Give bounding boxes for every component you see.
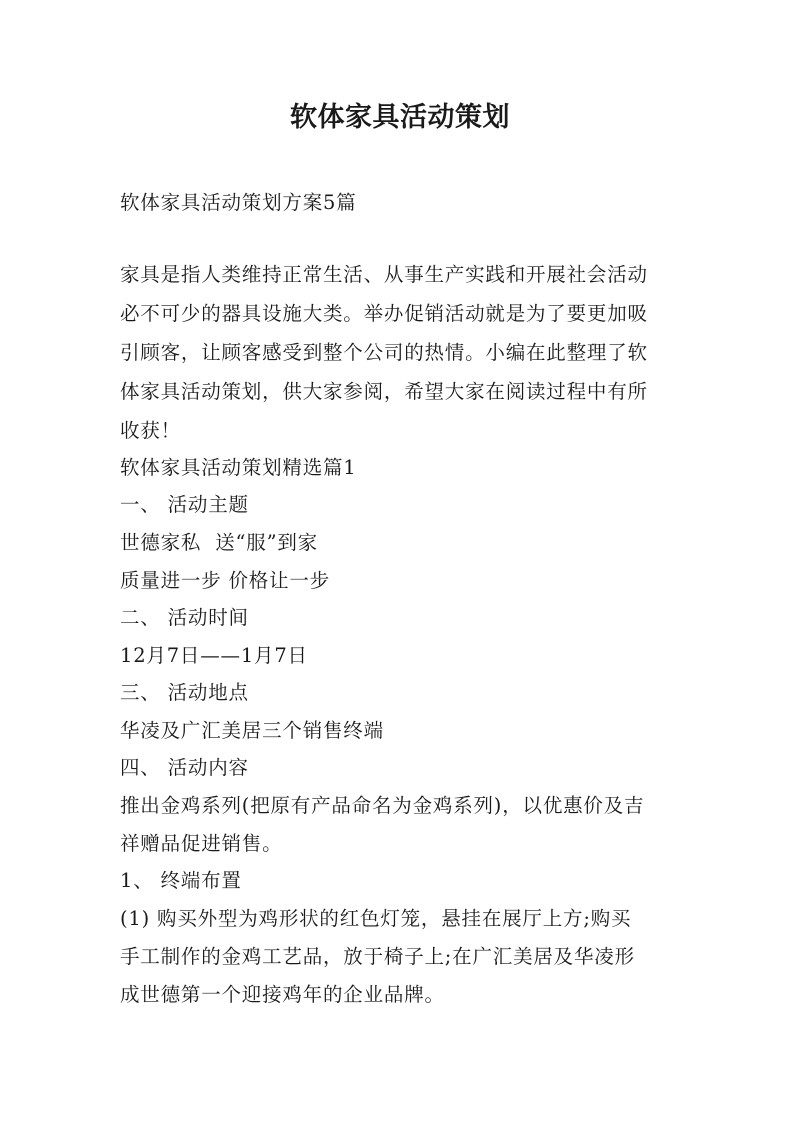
content-line: 祥赠品促进销售。 [120,832,283,855]
time-value: 12月7日——1月7日 [120,644,308,667]
item-heading-content: 四、 活动内容 [120,756,249,779]
item-heading-theme: 一、 活动主题 [120,493,249,516]
intro-line: 必不可少的器具设施大类。举办促销活动就是为了要更加吸 [120,302,648,325]
terminal-line: 成世德第一个迎接鸡年的企业品牌。 [120,983,445,1006]
intro-line: 体家具活动策划，供大家参阅，希望大家在阅读过程中有所 [120,380,648,403]
intro-line: 家具是指人类维持正常生活、从事生产实践和开展社会活动 [120,263,648,286]
subitem-heading-terminal: 1、 终端布置 [120,869,242,892]
item-heading-location: 三、 活动地点 [120,681,249,704]
intro-line: 收获！ [120,419,181,442]
document-subtitle: 软体家具活动策划方案5篇 [120,191,357,214]
theme-line: 质量进一步 价格让一步 [120,569,330,592]
terminal-line: (1) 购买外型为鸡形状的红色灯笼，悬挂在展厅上方;购买 [120,907,632,930]
theme-line: 世德家私 送“服”到家 [120,531,318,554]
terminal-line: 手工制作的金鸡工艺品，放于椅子上;在广汇美居及华凌形 [120,945,635,968]
document-title: 软体家具活动策划 [290,102,510,133]
intro-line: 引顾客，让顾客感受到整个公司的热情。小编在此整理了软 [120,341,648,364]
location-value: 华凌及广汇美居三个销售终端 [120,719,384,742]
section-heading: 软体家具活动策划精选篇1 [120,456,357,479]
content-line: 推出金鸡系列(把原有产品命名为金鸡系列)，以优惠价及吉 [120,794,645,817]
item-heading-time: 二、 活动时间 [120,606,249,629]
